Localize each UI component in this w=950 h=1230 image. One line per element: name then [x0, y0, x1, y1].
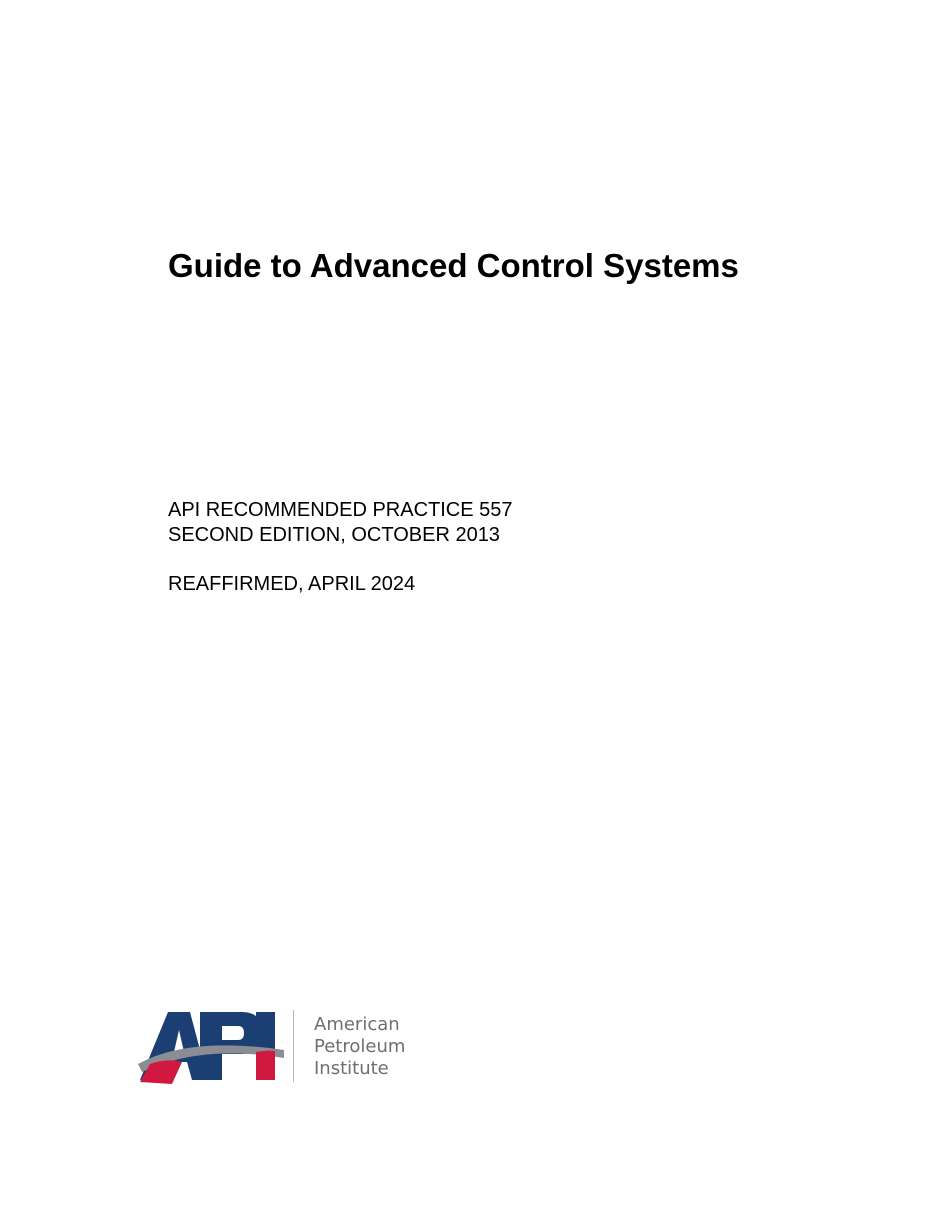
document-designation	[168, 498, 513, 548]
logo-divider	[293, 1010, 294, 1082]
api-logo	[138, 1008, 418, 1088]
logo-name-line-1: American	[314, 1014, 400, 1035]
logo-organization-name	[314, 1014, 405, 1080]
designation-line-edition: SECOND EDITION, OCTOBER 2013	[168, 524, 500, 546]
document-title: Guide to Advanced Control Systems	[168, 247, 739, 284]
logo-name-line-2: Petroleum	[314, 1036, 406, 1057]
logo-name-line-3: Institute	[314, 1058, 389, 1079]
api-logo-mark-icon	[138, 1008, 284, 1084]
reaffirmed-date: REAFFIRMED, APRIL 2024	[168, 573, 416, 595]
designation-line-practice: API RECOMMENDED PRACTICE 557	[168, 499, 513, 521]
logo-red-band	[256, 1051, 275, 1080]
